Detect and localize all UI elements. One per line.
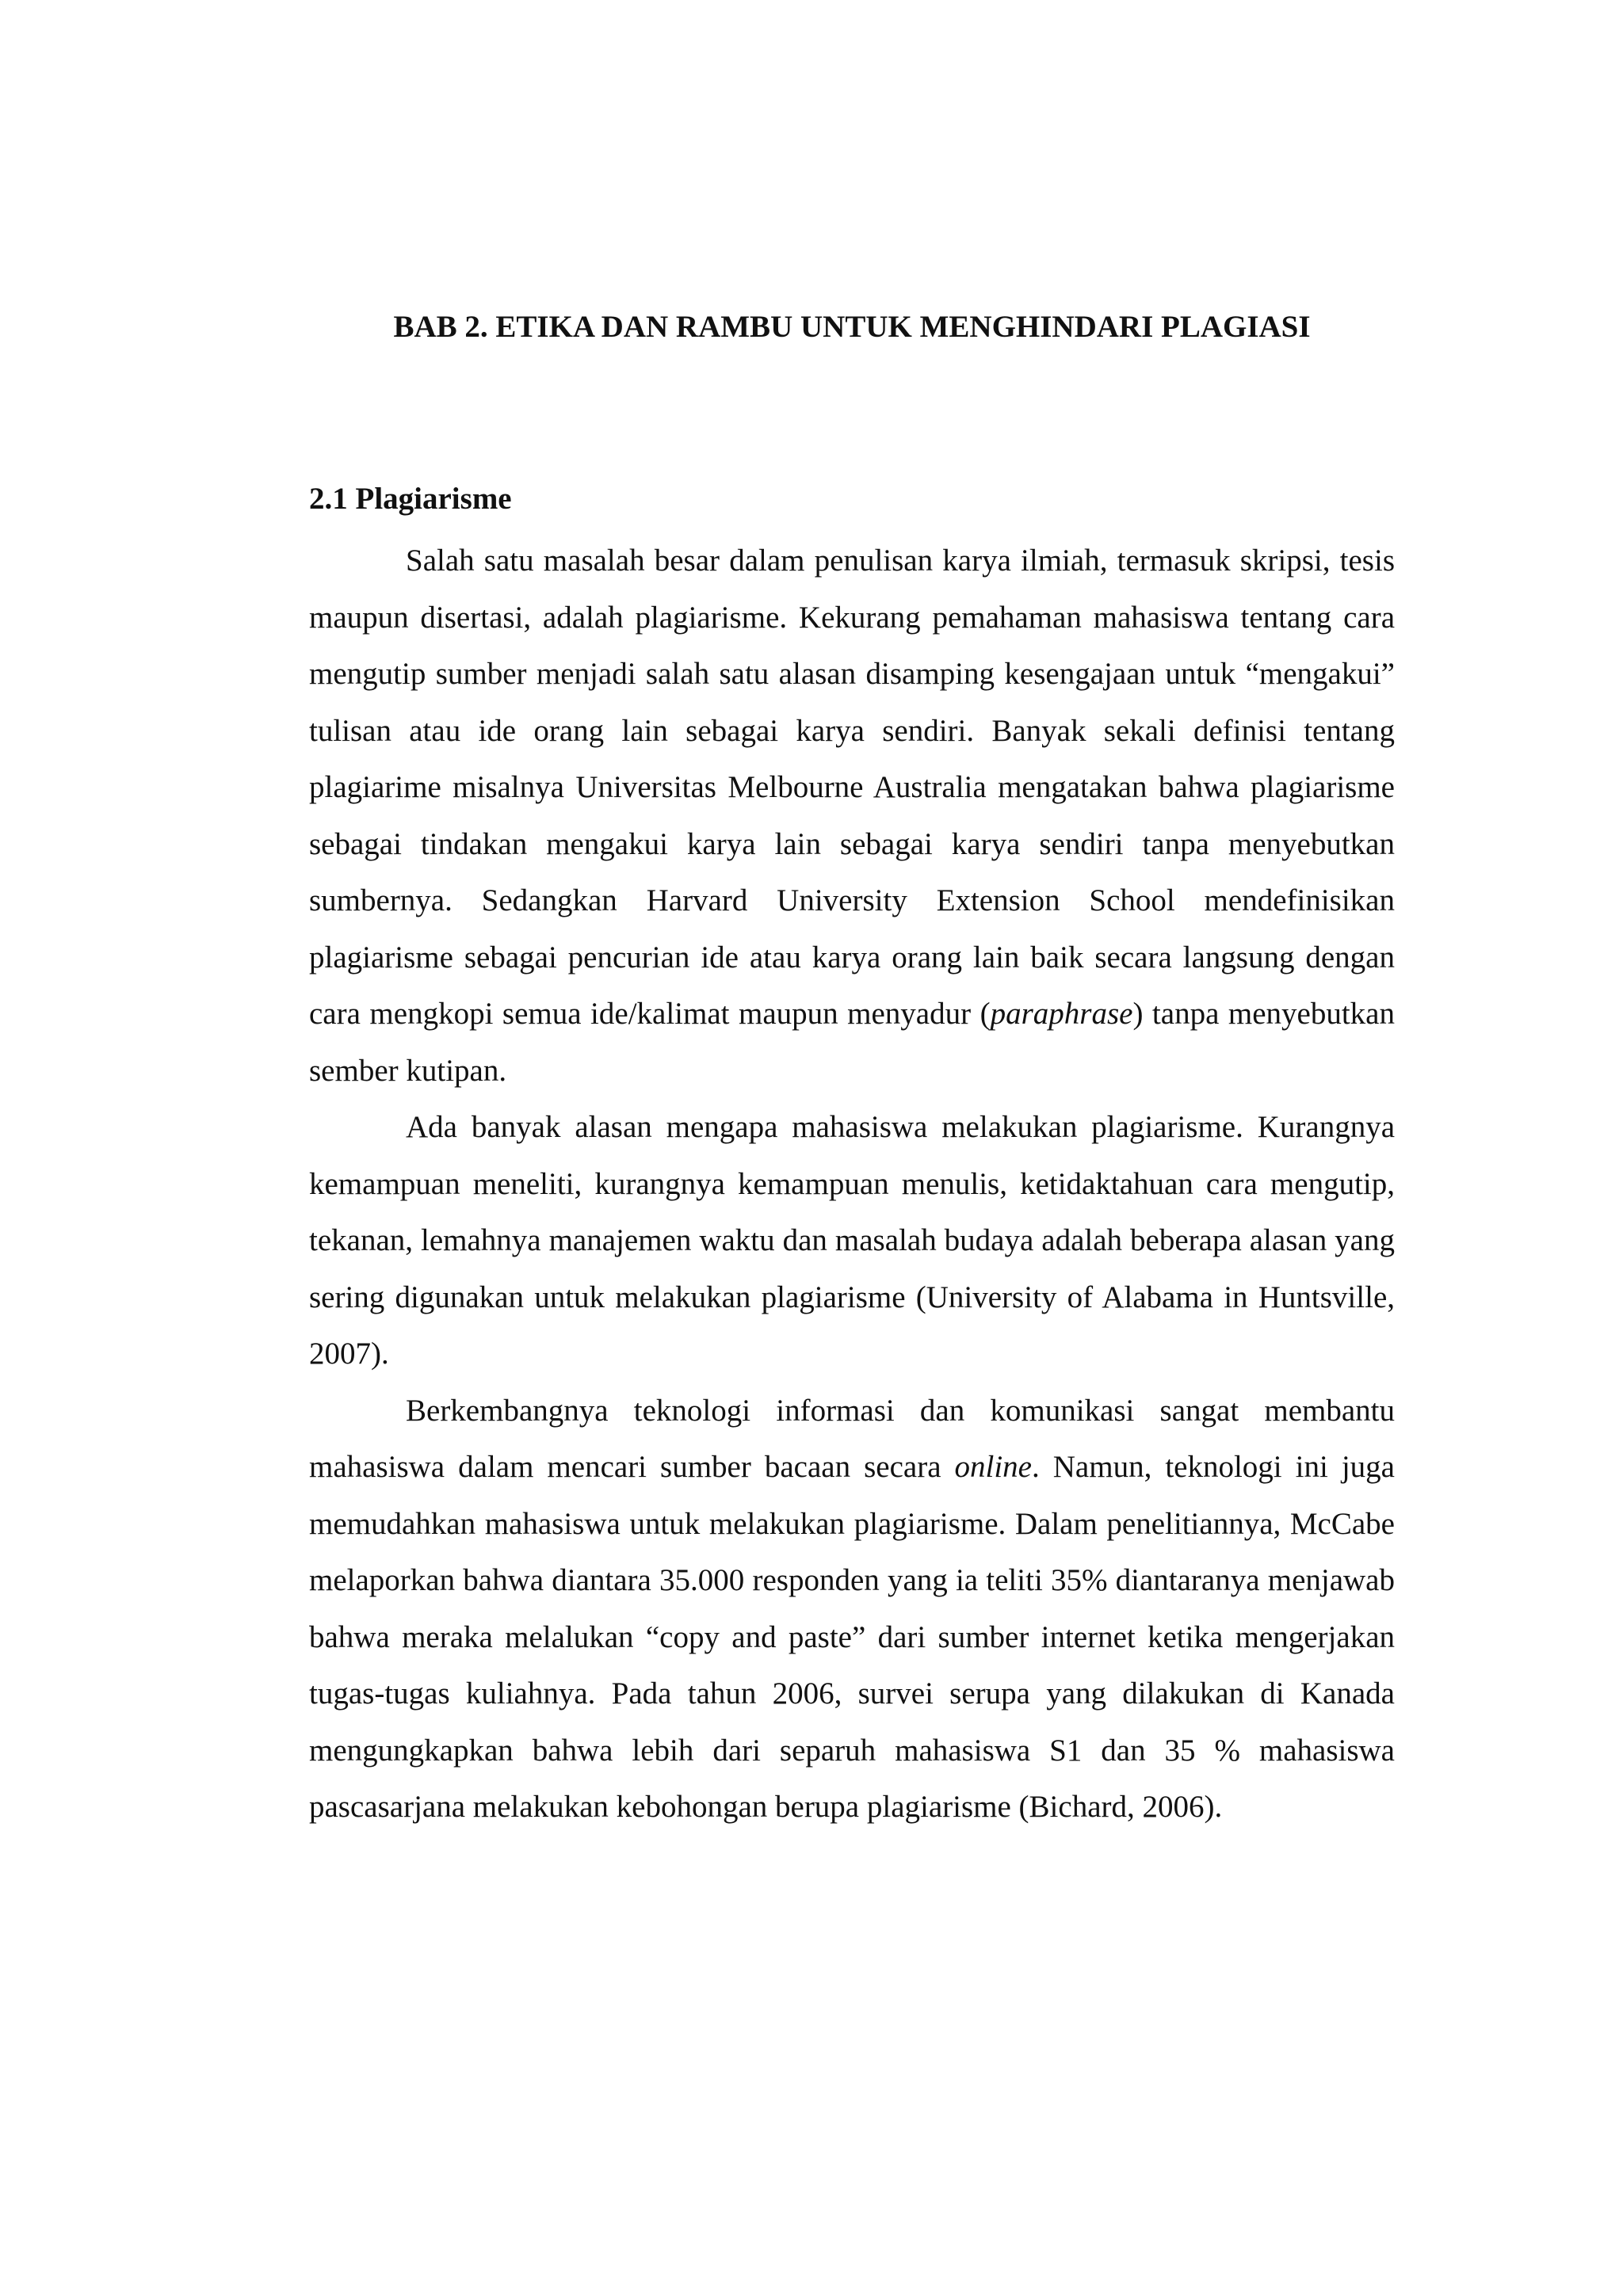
chapter-title: BAB 2. ETIKA DAN RAMBU UNTUK MENGHINDARI PLAGIASI [393, 310, 1311, 344]
paragraph-3 [309, 1383, 1395, 1836]
paragraph-2-text: Ada banyak alasan mengapa mahasiswa melakukan plagiarisme. Kurangnya kemampuan meneliti, kurangnya kemampuan menulis, ketidaktahuan cara mengutip, tekanan, lemahnya manajemen waktu dan masalah budaya adalah beberapa alasan yang sering digunakan untuk melakukan plagiarisme (University of Alabama in Huntsville, 2007). [309, 1110, 1395, 1371]
paragraph-3-text: Berkembangnya teknologi informasi dan komunikasi sangat membantu mahasiswa dalam mencari sumber bacaan secara [309, 1393, 1395, 1484]
paragraph-1-text-end: ) tanpa menyebutkan sember kutipan. [309, 997, 1395, 1088]
paragraph-3-italic-term: online [954, 1450, 1032, 1484]
paragraph-1-italic-term: paraphrase [990, 997, 1133, 1031]
body-text [309, 532, 1395, 1836]
paragraph-2 [309, 1099, 1395, 1383]
paragraph-3-text-end: . Namun, teknologi ini juga memudahkan mahasiswa untuk melakukan plagiarisme. Dalam penelitiannya, McCabe melaporkan bahwa diantara 35.000 responden yang ia teliti 35% diantaranya menjawab bahwa meraka melalukan “copy and paste” dari sumber internet ketika mengerjakan tugas-tugas kuliahnya. Pada tahun 2006, survei serupa yang dilakukan di Kanada mengungkapkan bahwa lebih dari separuh mahasiswa S1 dan 35 % mahasiswa pascasarjana melakukan kebohongan berupa plagiarisme (Bichard, 2006). [309, 1450, 1395, 1824]
paragraph-1 [309, 532, 1395, 1099]
paragraph-1-text: Salah satu masalah besar dalam penulisan karya ilmiah, termasuk skripsi, tesis maupun disertasi, adalah plagiarisme. Kekurang pemahaman mahasiswa tentang cara mengutip sumber menjadi salah satu alasan disamping kesengajaan untuk “mengakui” tulisan atau ide orang lain sebagai karya sendiri. Banyak sekali definisi tentang plagiarime misalnya Universitas Melbourne Australia mengatakan bahwa plagiarisme sebagai tindakan mengakui karya lain sebagai karya sendiri tanpa menyebutkan sumbernya. Sedangkan Harvard University Extension School mendefinisikan plagiarisme sebagai pencurian ide atau karya orang lain baik secara langsung dengan cara mengkopi semua ide/kalimat maupun menyadur ( [309, 543, 1395, 1031]
section-heading: 2.1 Plagiarisme [309, 482, 512, 516]
